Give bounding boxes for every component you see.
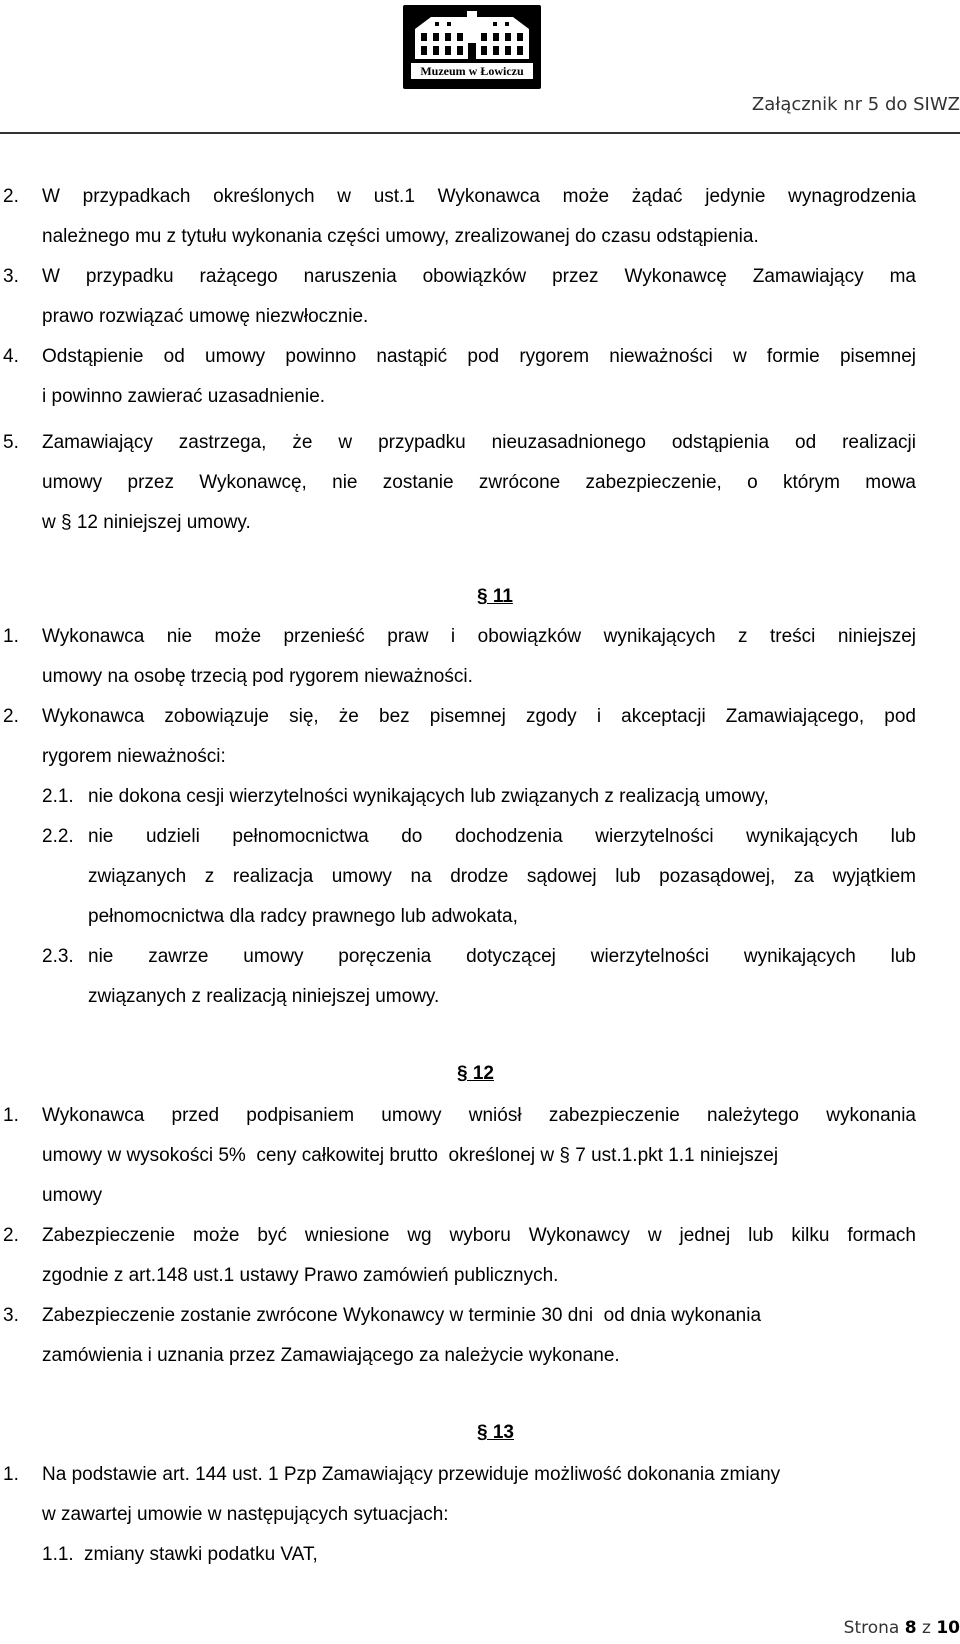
paragraph-line: Zabezpieczenie zostanie zwrócone Wykonawcy w terminie 30 dni od dnia wykonania xyxy=(42,1305,762,1326)
item-number: 1. xyxy=(3,1464,19,1485)
paragraph-line: umowy przez Wykonawcę, nie zostanie zwrócone zabezpieczenie, o którym mowa xyxy=(42,472,916,493)
paragraph-line: umowy xyxy=(42,1185,103,1206)
item-number: 3. xyxy=(3,266,19,287)
paragraph-line: związanych z realizacja umowy na drodze sądowej lub pozasądowej, za wyjątkiem xyxy=(88,866,916,887)
item-number: 2. xyxy=(3,706,19,727)
logo-text: Muzeum w Łowiczu xyxy=(411,63,533,79)
item-number: 2. xyxy=(3,186,19,207)
paragraph-line: należnego mu z tytułu wykonania części umowy, zrealizowanej do czasu odstąpienia. xyxy=(42,226,759,247)
item-number: 5. xyxy=(3,432,19,453)
paragraph-line: Odstąpienie od umowy powinno nastąpić pod rygorem nieważności w formie pisemnej xyxy=(42,346,916,367)
paragraph-line: nie dokona cesji wierzytelności wynikających lub związanych z realizacją umowy, xyxy=(88,786,769,807)
section-11-heading: § 11 xyxy=(477,586,513,607)
item-number: 2. xyxy=(3,1225,19,1246)
attachment-reference: Załącznik nr 5 do SIWZ xyxy=(751,94,960,115)
paragraph-line: Wykonawca zobowiązuje się, że bez pisemnej zgody i akceptacji Zamawiającego, pod xyxy=(42,706,916,727)
header-divider xyxy=(0,132,960,134)
paragraph-line: w zawartej umowie w następujących sytuacjach: xyxy=(42,1504,449,1525)
item-number: 3. xyxy=(3,1305,19,1326)
paragraph-line: umowy w wysokości 5% ceny całkowitej brutto określonej w § 7 ust.1.pkt 1.1 niniejszej xyxy=(42,1145,779,1166)
paragraph-line: prawo rozwiązać umowę niezwłocznie. xyxy=(42,306,369,327)
paragraph-line: umowy na osobę trzecią pod rygorem nieważności. xyxy=(42,666,473,687)
page-number: 8 xyxy=(904,1618,917,1638)
subitem-number: 1.1. xyxy=(42,1544,74,1565)
section-12-heading: § 12 xyxy=(457,1063,494,1084)
paragraph-line: związanych z realizacją niniejszej umowy. xyxy=(88,986,440,1007)
paragraph-line: zgodnie z art.148 ust.1 ustawy Prawo zamówień publicznych. xyxy=(42,1265,559,1286)
paragraph-line: zamówienia i uznania przez Zamawiającego za należycie wykonane. xyxy=(42,1345,620,1366)
page-footer xyxy=(844,1618,960,1638)
item-number: 1. xyxy=(3,626,19,647)
paragraph-line: nie udzieli pełnomocnictwa do dochodzenia wierzytelności wynikających lub xyxy=(88,826,916,847)
page-of-label: z xyxy=(921,1618,931,1638)
paragraph-line: Wykonawca przed podpisaniem umowy wniósł zabezpieczenie należytego wykonania xyxy=(42,1105,916,1126)
museum-logo xyxy=(403,5,541,89)
paragraph-line: Wykonawca nie może przenieść praw i obowiązków wynikających z treści niniejszej xyxy=(42,626,916,647)
subitem-number: 2.2. xyxy=(42,826,74,847)
paragraph-line: Zamawiający zastrzega, że w przypadku nieuzasadnionego odstąpienia od realizacji xyxy=(42,432,916,453)
page-total: 10 xyxy=(936,1618,960,1638)
paragraph-line: W przypadku rażącego naruszenia obowiązków przez Wykonawcę Zamawiający ma xyxy=(42,266,916,287)
item-number: 4. xyxy=(3,346,19,367)
section-13-heading: § 13 xyxy=(477,1422,514,1443)
museum-building-icon xyxy=(411,11,533,61)
paragraph-line: pełnomocnictwa dla radcy prawnego lub adwokata, xyxy=(88,906,518,927)
paragraph-line: nie zawrze umowy poręczenia dotyczącej wierzytelności wynikających lub xyxy=(88,946,916,967)
paragraph-line: i powinno zawierać uzasadnienie. xyxy=(42,386,326,407)
paragraph-line: Na podstawie art. 144 ust. 1 Pzp Zamawiający przewiduje możliwość dokonania zmiany xyxy=(42,1464,781,1485)
paragraph-line: Zabezpieczenie może być wniesione wg wyboru Wykonawcy w jednej lub kilku formach xyxy=(42,1225,916,1246)
paragraph-line: w § 12 niniejszej umowy. xyxy=(42,512,251,533)
subitem-number: 2.3. xyxy=(42,946,74,967)
paragraph-line: rygorem nieważności: xyxy=(42,746,226,767)
paragraph-line: zmiany stawki podatku VAT, xyxy=(84,1544,318,1565)
paragraph-line: W przypadkach określonych w ust.1 Wykonawca może żądać jedynie wynagrodzenia xyxy=(42,186,916,207)
item-number: 1. xyxy=(3,1105,19,1126)
page-label: Strona xyxy=(843,1618,900,1638)
subitem-number: 2.1. xyxy=(42,786,74,807)
